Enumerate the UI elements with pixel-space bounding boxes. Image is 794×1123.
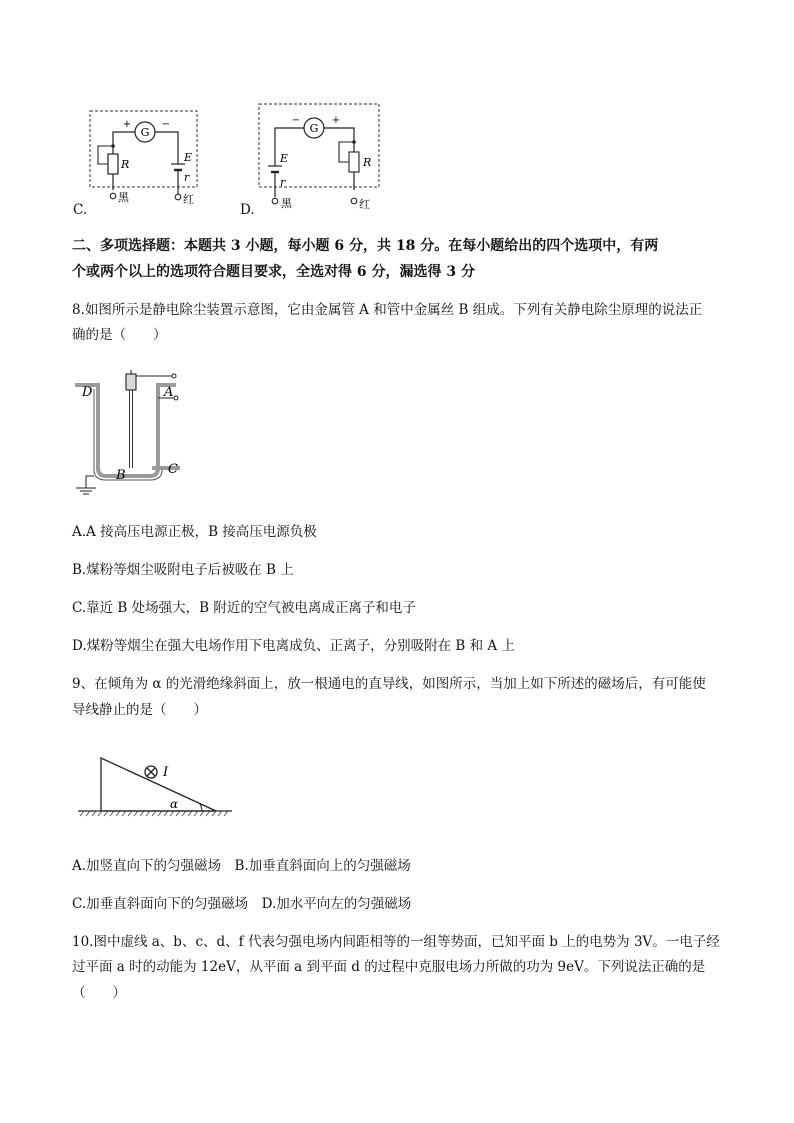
q10-stem-line1: 10.图中虚线 a、b、c、d、f 代表匀强电场内间距相等的一组等势面，已知平面 b 上的电势为 3V。一电子经 [72,934,720,950]
q8-stem-line1: 8.如图所示是静电除尘装置示意图，它由金属管 A 和管中金属丝 B 组成。下列有关静电除尘原理的说法正 [72,302,703,318]
q10-stem-line3: （ ） [72,985,126,1001]
q8-option-d: D.煤粉等烟尘在强大电场作用下电离成负、正离子，分别吸附在 B 和 A 上 [72,638,515,654]
galvanometer-label: G [309,122,319,135]
circuit-diagram-d [250,100,385,216]
plus-sign: + [331,115,341,126]
q9-options-line2: C.加垂直斜面向下的匀强磁场 D.加水平向左的匀强磁场 [72,896,412,912]
rheostat-label: R [363,156,372,169]
option-d-label: D. [240,202,255,218]
circuit-diagram-c [80,106,205,218]
q8-stem-line2: 确的是（ ） [72,327,167,343]
internal-resistance-label: r [280,176,286,189]
q9-stem-line2: 导线静止的是（ ） [72,702,207,718]
q9-stem-line1: 9、在倾角为 α 的光滑绝缘斜面上，放一根通电的直导线，如图所示，当加上如下所述的磁场后，有可能使 [72,676,706,692]
plus-sign: + [122,119,132,130]
black-terminal-label: 黑 [281,197,292,210]
galvanometer-label: G [140,126,150,139]
label-c: C [168,462,178,477]
current-label: I [163,765,169,780]
q9-options-line1: A.加竖直向下的匀强磁场 B.加垂直斜面向上的匀强磁场 [72,858,411,874]
emf-label: E [280,152,289,165]
minus-sign: − [291,115,301,126]
minus-sign: − [161,119,171,130]
section-heading-line1: 二、多项选择题：本题共 3 小题，每小题 6 分，共 18 分。在每小题给出的四个选项中，有两 [72,238,659,254]
electrostatic-precipitator-figure [72,358,187,498]
q10-stem-line2: 过平面 a 时的动能为 12eV，从平面 a 到平面 d 的过程中克服电场力所做的功为 9eV。下列说法正确的是 [72,959,706,975]
label-d: D [82,385,93,400]
q8-option-b: B.煤粉等烟尘吸附电子后被吸在 B 上 [72,562,294,578]
black-terminal-label: 黑 [118,191,129,204]
rheostat-label: R [121,158,130,171]
option-c-label: C. [73,202,88,218]
section-heading-line2: 个或两个以上的选项符合题目要求，全选对得 6 分，漏选得 3 分 [72,264,475,280]
red-terminal-label: 红 [183,193,194,206]
q8-option-a: A.A 接高压电源正极，B 接高压电源负极 [72,524,317,540]
emf-label: E [184,151,193,164]
red-terminal-label: 红 [359,198,370,211]
q8-option-c: C.靠近 B 处场强大，B 附近的空气被电离成正离子和电子 [72,600,416,616]
angle-label: α [170,797,179,811]
label-a: A [164,385,174,400]
internal-resistance-label: r [184,171,190,184]
label-b: B [116,468,126,483]
inclined-plane-figure [76,750,236,822]
